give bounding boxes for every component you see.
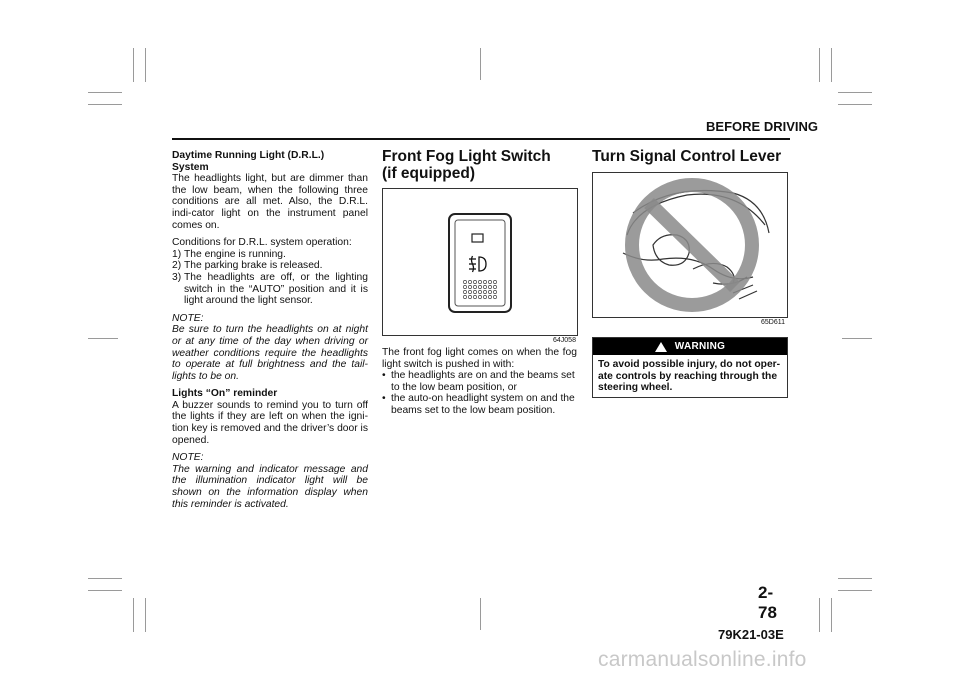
column-drl [172,150,368,510]
fog-heading-line2: (if equipped) [382,165,475,182]
condition-item [172,272,368,307]
warning-box [592,337,788,398]
note2-label: NOTE: [172,452,204,464]
fog-switch-figure [382,188,578,336]
reminder-body: A buzzer sounds to remind you to turn off the lights if they are left on when the igni-tion key is removed and the driver’s door is opened. [172,399,368,446]
section-title: BEFORE DRIVING [706,119,818,134]
condition-text: The headlights are off, or the lighting switch in the “AUTO” position and it is light around the light sensor. [184,271,368,307]
note1-text: Be sure to turn the headlights on at night or at any time of the day when driving or weather conditions require the headlights to operate at full brightness and the tail-lights to be on. [172,324,368,382]
prohibition-icon [632,185,752,305]
condition-number: 1) [172,248,182,260]
fog-bullet: • the auto-on headlight system on and the beams set to the low beam position. [382,393,577,416]
condition-number: 3) [172,271,182,283]
condition-text: The parking brake is released. [184,260,323,272]
fog-bullet-text: the auto-on headlight system on and the beams set to the low beam position. [391,393,575,416]
fog-switch-illustration [383,189,577,335]
fog-bullet-text: the headlights are on and the beams set to the low beam position, or [391,370,575,393]
note2-text: The warning and indicator message and the illumination indicator light will be shown on the information display when this reminder is activated. [172,463,368,510]
condition-item [172,249,368,261]
header-rule [172,138,790,140]
reminder-heading: Lights “On” reminder [172,388,278,400]
note1-label: NOTE: [172,312,204,324]
drl-heading-line2: System [172,161,209,173]
document-code: 79K21-03E [718,627,784,642]
fog-figure-code: 64J058 [553,337,576,344]
condition-number: 2) [172,260,182,272]
column-fog [382,347,577,417]
fog-switch-heading [382,148,582,182]
turn-signal-figure-code: 65D611 [761,319,786,326]
warning-header [593,338,787,355]
fog-bullet: • the headlights are on and the beams set to the low beam position, or [382,370,577,393]
drl-body: The headlights light, but are dimmer than the low beam, when the following three conditions are all met. Also, the D.R.L. indi-cator light on the instrument panel comes on. [172,173,368,231]
condition-item [172,260,368,272]
drl-heading-line1: Daytime Running Light (D.R.L.) [172,150,325,161]
fog-body: The front fog light comes on when the fog light switch is pushed in with: [382,347,577,370]
turn-signal-heading: Turn Signal Control Lever [592,148,782,165]
warning-triangle-icon [655,342,667,352]
turn-signal-figure [592,172,788,318]
watermark: carmanualsonline.info [598,648,807,671]
warning-label: WARNING [674,341,726,352]
steering-wheel-illustration [593,173,787,317]
condition-text: The engine is running. [184,248,286,260]
drl-heading [172,150,368,173]
page-number: 2-78 [758,583,777,622]
conditions-intro: Conditions for D.R.L. system operation: [172,237,352,249]
warning-text: To avoid possible injury, do not oper-ate controls by reaching through the steering wheel. [598,359,781,393]
fog-heading-line1: Front Fog Light Switch [382,148,551,165]
